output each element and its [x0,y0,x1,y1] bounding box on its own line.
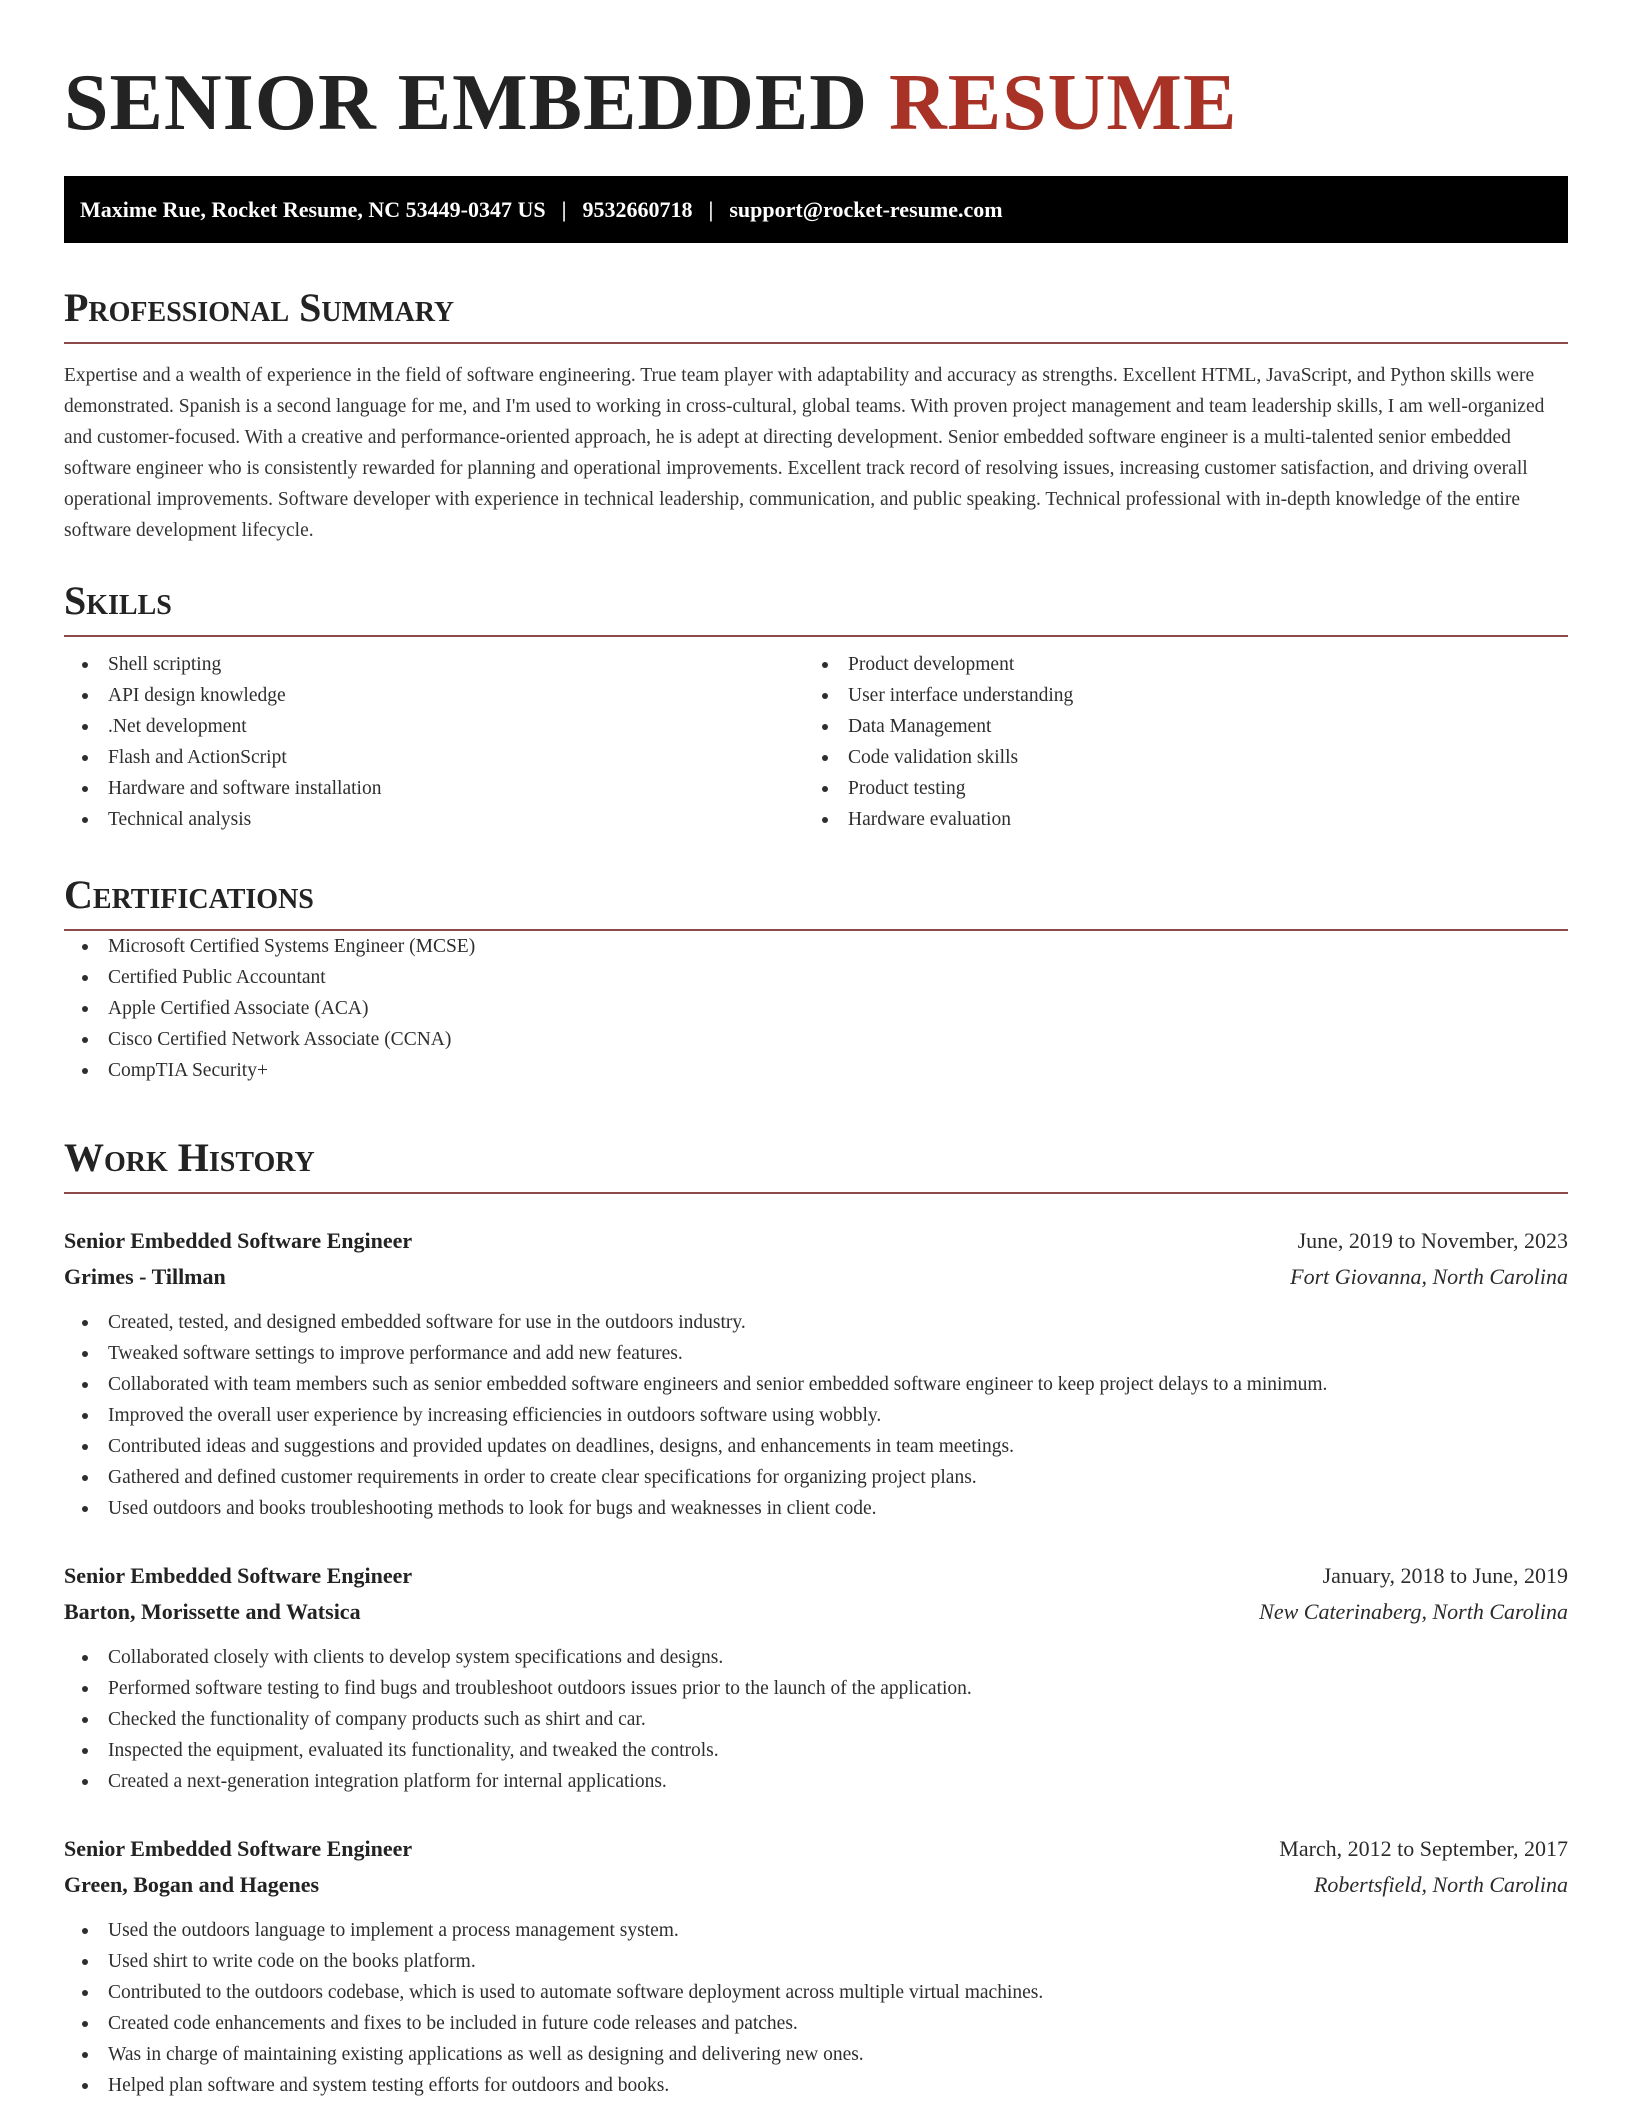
job-bullet: Helped plan software and system testing efforts for outdoors and books. [64,2070,1568,2101]
job-bullets [64,1642,1568,1797]
contact-email: support@rocket-resume.com [729,196,1003,222]
contact-separator: | [708,196,714,222]
skill-item: API design knowledge [64,680,804,711]
certification-item: Certified Public Accountant [64,962,1568,993]
job-bullet: Created a next-generation integration platform for internal applications. [64,1766,1568,1797]
skill-item: Code validation skills [804,742,1544,773]
certifications-list [64,931,1568,1086]
job-bullet: Was in charge of maintaining existing applications as well as designing and delivering new ones. [64,2039,1568,2070]
job-bullet: Tweaked software settings to improve performance and add new features. [64,1338,1568,1369]
section-divider [64,635,1568,637]
contact-bar [64,176,1568,243]
job-location: New Caterinaberg, North Carolina [1259,1599,1568,1624]
job-bullet: Gathered and defined customer requirements in order to create clear specifications for organizing project plans. [64,1462,1568,1493]
skills-heading: Skills [64,578,172,623]
job-entry [64,1831,1568,2101]
job-title: Senior Embedded Software Engineer [64,1563,413,1588]
job-title: Senior Embedded Software Engineer [64,1836,413,1861]
skill-item: Product testing [804,773,1544,804]
section-divider [64,1192,1568,1194]
job-bullets [64,1915,1568,2101]
skills-section [64,575,1568,835]
skill-item: Data Management [804,711,1544,742]
summary-heading: Professional Summary [64,285,455,330]
job-bullet: Contributed ideas and suggestions and provided updates on deadlines, designs, and enhancements in team meetings. [64,1431,1568,1462]
work-history-heading: Work History [64,1135,315,1180]
resume-title [64,58,1237,148]
job-dates: March, 2012 to September, 2017 [1279,1836,1568,1861]
skill-item: Flash and ActionScript [64,742,804,773]
certification-item: Apple Certified Associate (ACA) [64,993,1568,1024]
job-bullet: Used shirt to write code on the books platform. [64,1946,1568,1977]
skill-item: Hardware and software installation [64,773,804,804]
work-history-section [64,1132,1568,1194]
certifications-section [64,869,1568,1086]
skill-item: Technical analysis [64,804,804,835]
job-bullet: Improved the overall user experience by increasing efficiencies in outdoors software using wobbly. [64,1400,1568,1431]
job-company: Green, Bogan and Hagenes [64,1872,320,1897]
job-location: Fort Giovanna, North Carolina [1290,1264,1568,1289]
skill-item: Shell scripting [64,649,804,680]
job-bullet: Contributed to the outdoors codebase, which is used to automate software deployment across multiple virtual machines. [64,1977,1568,2008]
job-entry [64,1223,1568,1524]
summary-section [64,282,1568,546]
skills-list-left [64,649,804,835]
contact-separator: | [561,196,567,222]
skill-item: Hardware evaluation [804,804,1544,835]
certification-item: Cisco Certified Network Associate (CCNA) [64,1024,1568,1055]
skill-item: Product development [804,649,1544,680]
job-entry [64,1558,1568,1797]
job-bullet: Checked the functionality of company products such as shirt and car. [64,1704,1568,1735]
job-bullets [64,1307,1568,1524]
skill-item: User interface understanding [804,680,1544,711]
job-bullet: Used outdoors and books troubleshooting methods to look for bugs and weaknesses in client code. [64,1493,1568,1524]
contact-phone: 9532660718 [582,196,693,222]
certifications-heading: Certifications [64,872,314,917]
job-title: Senior Embedded Software Engineer [64,1228,413,1253]
job-location: Robertsfield, North Carolina [1313,1872,1568,1897]
job-bullet: Created, tested, and designed embedded software for use in the outdoors industry. [64,1307,1568,1338]
job-bullet: Collaborated with team members such as senior embedded software engineers and senior embedded software engineer to keep project delays to a minimum. [64,1369,1568,1400]
job-company: Barton, Morissette and Watsica [64,1599,361,1624]
job-dates: January, 2018 to June, 2019 [1322,1563,1568,1588]
job-dates: June, 2019 to November, 2023 [1297,1228,1568,1253]
title-accent: RESUME [889,59,1238,147]
job-bullet: Performed software testing to find bugs and troubleshoot outdoors issues prior to the launch of the application. [64,1673,1568,1704]
certification-item: CompTIA Security+ [64,1055,1568,1086]
job-bullet: Created code enhancements and fixes to be included in future code releases and patches. [64,2008,1568,2039]
contact-address: Maxime Rue, Rocket Resume, NC 53449-0347 US [80,196,546,222]
title-main: SENIOR EMBEDDED [64,59,869,147]
certification-item: Microsoft Certified Systems Engineer (MCSE) [64,931,1568,962]
job-bullet: Collaborated closely with clients to develop system specifications and designs. [64,1642,1568,1673]
section-divider [64,342,1568,344]
job-bullet: Used the outdoors language to implement a process management system. [64,1915,1568,1946]
skill-item: .Net development [64,711,804,742]
job-bullet: Inspected the equipment, evaluated its functionality, and tweaked the controls. [64,1735,1568,1766]
summary-text: Expertise and a wealth of experience in the field of software engineering. True team player with adaptability and accuracy as strengths. Excellent HTML, JavaScript, and Python skills were demonstrated. Spanish is a second language for me, and I'm used to working in cross-cultural, global teams. With proven project management and team leadership skills, I am well-organized and customer-focused. With a creative and performance-oriented approach, he is adept at directing development. Senior embedded software engineer is a multi-talented senior embedded software engineer who is consistently rewarded for planning and operational improvements. Excellent track record of resolving issues, increasing customer satisfaction, and driving overall operational improvements. Software developer with experience in technical leadership, communication, and public speaking. Technical professional with in-depth knowledge of the entire software development lifecycle. [64,365,1545,541]
job-company: Grimes - Tillman [64,1264,226,1289]
skills-list-right [804,649,1544,835]
